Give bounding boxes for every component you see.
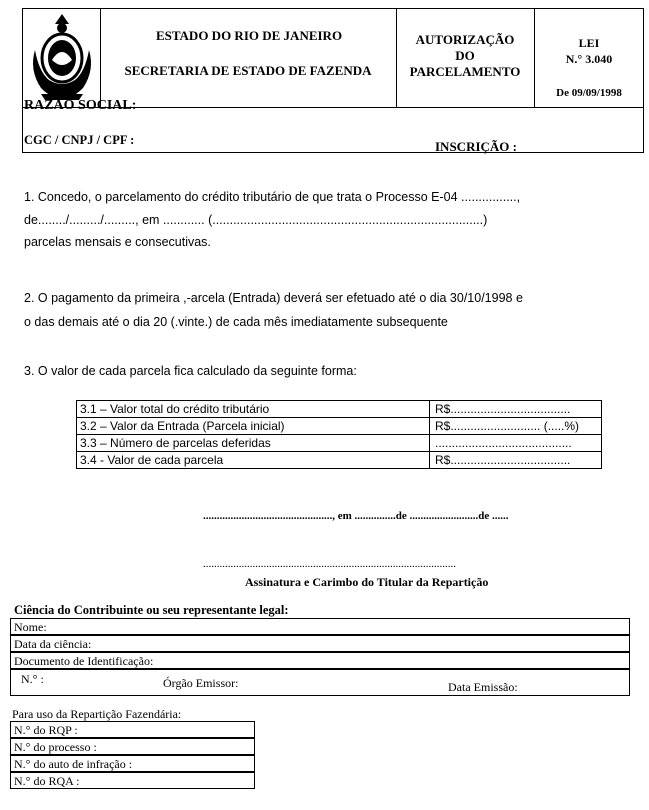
clause-1-line-2: de......../........./........., em ............ (..............................................................................)	[24, 213, 488, 227]
auto-infracao-label: N.° do auto de infração :	[14, 757, 133, 771]
rqa-label: N.° do RQA :	[14, 774, 80, 788]
table-cell-label: 3.3 – Número de parcelas deferidas	[80, 436, 271, 450]
ciencia-title: Ciência do Contribuinte ou seu representante legal:	[14, 603, 289, 617]
table-row	[10, 618, 630, 635]
clause-1-line-3: parcelas mensais e consecutivas.	[24, 235, 211, 249]
table-row	[10, 652, 630, 669]
state-coat-of-arms-icon	[27, 10, 97, 104]
table-cell-label: 3.4 - Valor de cada parcela	[80, 453, 224, 467]
secretariat-title: SECRETARIA DE ESTADO DE FAZENDA	[124, 63, 372, 78]
table-row	[10, 772, 255, 789]
signature-line: ............................................................................................	[203, 558, 456, 570]
table-cell-value: .........................................	[435, 436, 572, 450]
table-cell-value: R$........................... (.....%)	[435, 419, 580, 433]
table-row	[76, 451, 602, 469]
table-row	[10, 738, 255, 755]
payment-table	[76, 400, 602, 472]
authorization-line-3: PARCELAMENTO	[409, 64, 521, 79]
data-emissao-label: Data Emissão:	[448, 680, 518, 694]
law-reference	[534, 35, 644, 67]
inscricao-label: INSCRIÇÃO :	[435, 139, 517, 154]
rqp-label: N.° do RQP :	[14, 723, 78, 737]
table-row	[76, 400, 602, 418]
clause-2-line-2: o das demais até o dia 20 (.vinte.) de cada mês imediatamente subsequente	[24, 315, 448, 329]
table-row	[10, 669, 630, 696]
razao-social-label: RAZÃO SOCIAL:	[24, 98, 137, 113]
date-line: ..............................................., em ...............de .........................de ......	[203, 510, 509, 522]
authorization-line-2: DO	[455, 48, 475, 63]
clause-2-line-1: 2. O pagamento da primeira ,-arcela (Entrada) deverá ser efetuado até o dia 30/10/1998 e	[24, 291, 523, 305]
header-divider-logo	[100, 8, 101, 108]
law-number: N.° 3.040	[565, 52, 613, 66]
table-row	[10, 755, 255, 772]
table-cell-value: R$....................................	[435, 402, 571, 416]
nome-label: Nome:	[14, 620, 47, 634]
table-row	[10, 635, 630, 652]
table-row	[76, 434, 602, 452]
clause-3-line-1: 3. O valor de cada parcela fica calculado da seguinte forma:	[24, 364, 357, 378]
orgao-emissor-label: Órgão Emissor:	[163, 676, 239, 690]
table-cell-label: 3.1 – Valor total do crédito tributário	[80, 402, 270, 416]
documento-label: Documento de Identificação:	[14, 654, 154, 668]
table-cell-value: R$....................................	[435, 453, 571, 467]
authorization-line-1: AUTORIZAÇÃO	[415, 32, 515, 47]
table-cell-label: 3.2 – Valor da Entrada (Parcela inicial)	[80, 419, 285, 433]
authorization-title	[396, 32, 534, 80]
reparticao-title: Para uso da Repartição Fazendária:	[12, 707, 182, 721]
processo-label: N.° do processo :	[14, 740, 97, 754]
state-title: ESTADO DO RIO DE JANEIRO	[155, 28, 343, 43]
numero-label: N.° :	[21, 672, 44, 686]
signature-label: Assinatura e Carimbo do Titular da Repartição	[245, 575, 489, 589]
reparticao-table	[0, 721, 300, 793]
table-row	[10, 721, 255, 738]
data-ciencia-label: Data da ciência:	[14, 637, 92, 651]
law-date: De 09/09/1998	[556, 87, 622, 99]
clause-1-line-1: 1. Concedo, o parcelamento do crédito tributário de que trata o Processo E-04 ................,	[24, 190, 521, 204]
cgc-label: CGC / CNPJ / CPF :	[24, 133, 135, 147]
table-row	[76, 417, 602, 435]
law-label: LEI	[578, 36, 600, 50]
ciencia-table	[0, 618, 649, 708]
